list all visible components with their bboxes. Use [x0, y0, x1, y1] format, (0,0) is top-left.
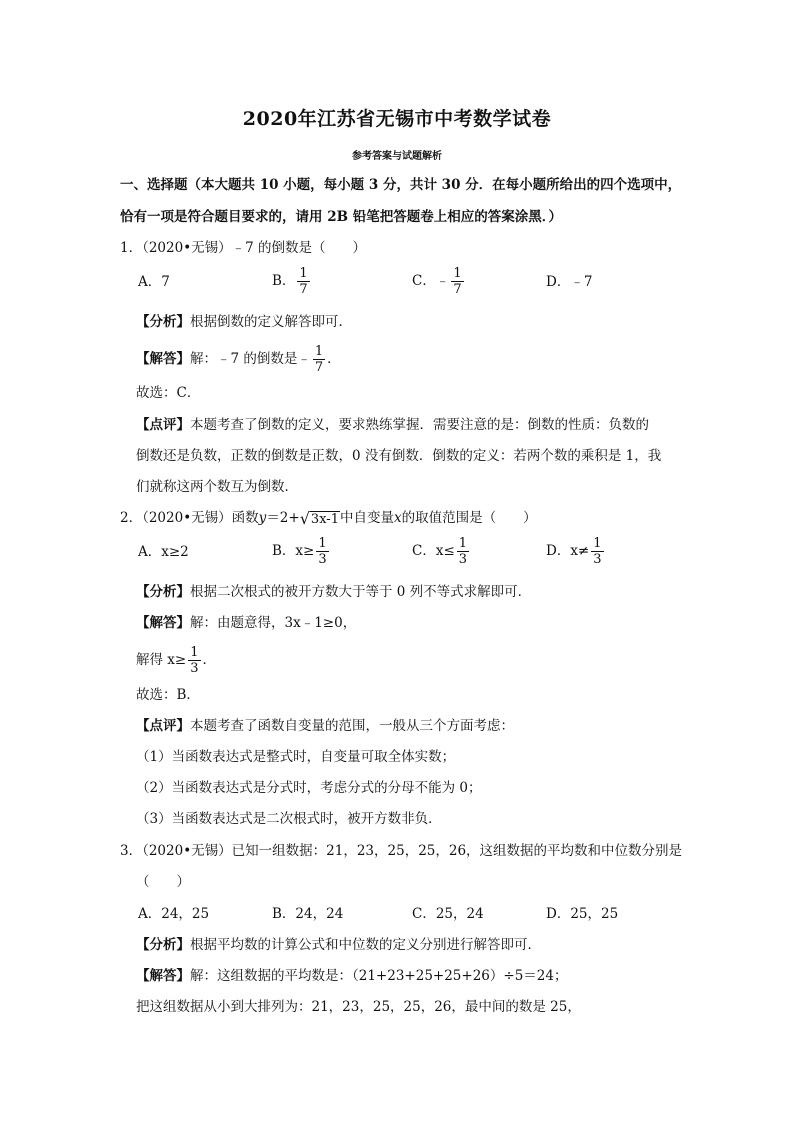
q2-comment-line4: （3）当函数表达式是二次根式时，被开方数非负． [136, 811, 442, 827]
fraction-denominator: 3 [190, 661, 199, 676]
q2-choice: 故选：B． [136, 687, 200, 703]
q2-stem-x: x [393, 510, 402, 526]
q2-stem-prefix: 2．（2020•无锡）函数 [120, 510, 259, 526]
comment-tag: 【点评】 [136, 718, 190, 734]
answer-text: 解：由题意得，3x﹣1≥0， [190, 615, 357, 631]
sqrt-radicand: 3x-1 [310, 511, 339, 527]
fraction-denominator: 3 [458, 552, 468, 567]
q2-option-a: A．x≥2 [138, 544, 189, 560]
q3-option-a: A．24，25 [138, 906, 210, 922]
q1-answer [136, 344, 341, 375]
fraction-numerator: 1 [593, 536, 602, 551]
q2-sqrt [300, 510, 340, 528]
q3-analysis [136, 936, 541, 954]
q3-answer [136, 967, 567, 985]
analysis-text: 根据二次根式的被开方数大于等于 0 列不等式求解即可． [190, 584, 532, 600]
q2-option-c [412, 536, 471, 567]
comment-text: 本题考查了函数自变量的范围，一般从三个方面考虑： [190, 718, 514, 734]
q1-option-c-fraction [451, 266, 463, 297]
q2-answer [136, 614, 356, 632]
fraction-denominator: 3 [318, 552, 327, 567]
answer-suffix: ． [327, 351, 341, 367]
q1-comment-line1 [136, 416, 649, 434]
q1-option-b [272, 266, 312, 297]
section-heading-line2: 恰有一项是符合题目要求的，请用 2B 铅笔把答题卷上相应的答案涂黑．） [120, 209, 562, 225]
sqrt-sign: √ [299, 508, 310, 528]
q2-solve [136, 645, 216, 676]
answer-tag: 【解答】 [136, 351, 190, 367]
q1-comment-line3: 们就称这两个数互为倒数． [136, 479, 298, 495]
fraction-numerator: 1 [458, 536, 468, 551]
fraction-numerator: 1 [318, 536, 327, 551]
q3-sorted: 把这组数据从小到大排列为：21，23，25，25，26，最中间的数是 25， [136, 999, 581, 1015]
analysis-text: 根据倒数的定义解答即可． [190, 314, 352, 330]
q1-option-d: D．﹣7 [546, 274, 593, 290]
analysis-tag: 【分析】 [136, 937, 190, 953]
analysis-text: 根据平均数的计算公式和中位数的定义分别进行解答即可． [190, 937, 541, 953]
page-title: 2020年江苏省无锡市中考数学试卷 [242, 108, 552, 130]
fraction-denominator: 7 [314, 360, 324, 375]
analysis-tag: 【分析】 [136, 314, 190, 330]
q2-stem-y: y [258, 510, 267, 526]
q1-choice: 故选：C． [136, 385, 201, 401]
q2-option-b [272, 536, 331, 567]
q1-comment-line2: 倒数还是负数，正数的倒数是正数，0 没有倒数．倒数的定义：若两个数的乘积是 1，我 [136, 448, 662, 464]
analysis-tag: 【分析】 [136, 584, 190, 600]
q2-analysis [136, 583, 531, 601]
q2-option-d-fraction [591, 536, 603, 567]
q2-stem-mid: 中自变量 [339, 510, 394, 526]
q3-option-d: D．25，25 [546, 906, 619, 922]
q3-option-b: B．24，24 [272, 906, 344, 922]
q3-stem-line2: （ ） [136, 874, 190, 890]
fraction-numerator: 1 [314, 344, 324, 359]
answer-text: 解：﹣7 的倒数是﹣ [190, 351, 311, 367]
fraction-denominator: 7 [299, 282, 308, 297]
q2-solve-fraction [188, 645, 200, 676]
q2-stem [120, 509, 537, 528]
q1-stem: 1．（2020•无锡）﹣7 的倒数是（ ） [120, 240, 367, 256]
q2-stem-suffix: 的取值范围是（ ） [401, 510, 537, 526]
fraction-numerator: 1 [190, 645, 199, 660]
q2-stem-eq: ＝2+ [266, 510, 300, 526]
q1-analysis [136, 313, 352, 331]
q1-option-b-prefix: B． [272, 273, 296, 289]
answer-tag: 【解答】 [136, 615, 190, 631]
q1-option-c [412, 266, 466, 297]
q2-comment-line3: （2）当函数表达式是分式时，考虑分式的分母不能为 0； [136, 780, 482, 796]
page-subtitle: 参考答案与试题解析 [352, 151, 442, 162]
q2-comment-line1 [136, 717, 514, 735]
fraction-numerator: 1 [299, 266, 308, 281]
q3-stem-line1: 3．（2020•无锡）已知一组数据：21，23，25，25，26，这组数据的平均数和中位数分别是 [120, 843, 683, 859]
fraction-numerator: 1 [453, 266, 462, 281]
section-heading-line1: 一、选择题（本大题共 10 小题，每小题 3 分，共计 30 分．在每小题所给出的四个选项中， [120, 177, 682, 193]
solve-prefix: 解得 x≥ [136, 652, 187, 668]
q1-option-a: A．7 [138, 274, 170, 290]
answer-tag: 【解答】 [136, 968, 190, 984]
q2-option-c-prefix: C．x≤ [412, 543, 455, 559]
q2-option-d-prefix: D．x≠ [546, 543, 590, 559]
comment-text: 本题考查了倒数的定义，要求熟练掌握．需要注意的是：倒数的性质：负数的 [190, 417, 649, 433]
solve-suffix: ． [202, 652, 216, 668]
q2-comment-line2: （1）当函数表达式是整式时，自变量可取全体实数； [136, 749, 456, 765]
fraction-denominator: 7 [453, 282, 462, 297]
q3-option-c: C．25，24 [412, 906, 484, 922]
q1-option-b-fraction [297, 266, 309, 297]
q1-answer-fraction [313, 344, 325, 375]
fraction-denominator: 3 [593, 552, 602, 567]
q2-option-d [546, 536, 606, 567]
q2-option-b-fraction [316, 536, 328, 567]
q2-option-b-prefix: B．x≥ [272, 543, 315, 559]
q2-option-c-fraction [457, 536, 469, 567]
q1-option-c-prefix: C．﹣ [412, 273, 450, 289]
comment-tag: 【点评】 [136, 417, 190, 433]
answer-text: 解：这组数据的平均数是：（21+23+25+25+26）÷5＝24； [190, 968, 568, 984]
